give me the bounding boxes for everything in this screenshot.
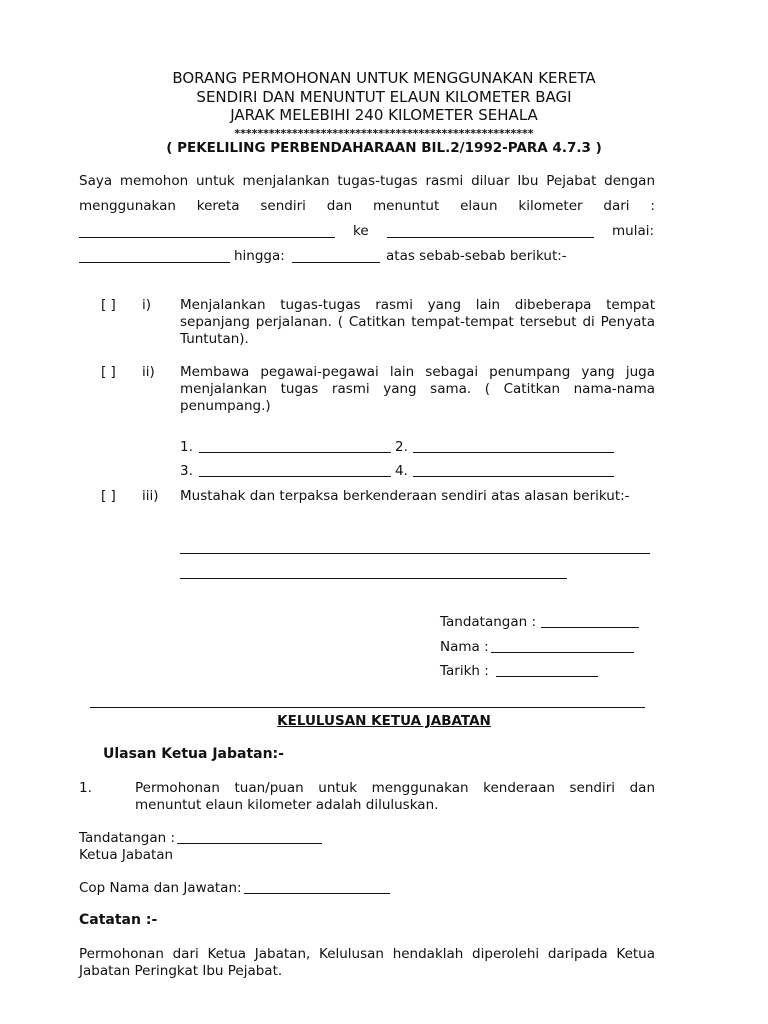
mulai-label: mulai: (612, 223, 655, 239)
passenger-4-label: 4. (395, 463, 408, 479)
reason-1-number: i) (142, 297, 152, 313)
reason-3-checkbox[interactable]: [ ] (101, 488, 116, 504)
reason-2-number: ii) (142, 364, 155, 380)
applicant-date-field[interactable] (496, 676, 598, 677)
intro-word: sendiri (260, 198, 306, 214)
passenger-3-field[interactable] (199, 476, 391, 477)
intro-word: kilometer (518, 198, 583, 214)
intro-word: dan (326, 198, 353, 214)
destination-field[interactable] (387, 237, 594, 238)
intro-line-1: Saya memohon untuk menjalankan tugas-tugas rasmi diluar Ibu Pejabat dengan (79, 173, 655, 189)
approval-item-number: 1. (79, 780, 92, 796)
passenger-2-label: 2. (395, 439, 408, 455)
review-heading: Ulasan Ketua Jabatan:- (103, 746, 284, 762)
applicant-name-label: Nama : (440, 639, 489, 655)
title-separator-stars: **************************************************** (234, 127, 534, 140)
intro-word: dari (603, 198, 630, 214)
justification-line-1[interactable] (180, 553, 650, 554)
stamp-label: Cop Nama dan Jawatan: (79, 880, 242, 896)
approval-item-text: Permohonan tuan/puan untuk menggunakan kenderaan sendiri dan menuntut elaun kilometer adalah diluluskan. (135, 780, 655, 813)
intro-word: menuntut (372, 198, 440, 214)
end-date-field[interactable] (292, 262, 380, 263)
ke-label: ke (353, 223, 369, 239)
notes-heading: Catatan :- (79, 912, 158, 928)
circular-reference: ( PEKELILING PERBENDAHARAAN BIL.2/1992-PARA 4.7.3 ) (166, 140, 602, 156)
form-title-line-1: BORANG PERMOHONAN UNTUK MENGGUNAKAN KERETA (172, 69, 596, 87)
applicant-name-field[interactable] (491, 652, 634, 653)
passenger-3-label: 3. (180, 463, 193, 479)
applicant-date-label: Tarikh : (440, 663, 489, 679)
intro-word: menggunakan (79, 198, 176, 214)
notes-text: Permohonan dari Ketua Jabatan, Kelulusan hendaklah diperolehi daripada Ketua Jabatan Peringkat Ibu Pejabat. (79, 946, 655, 979)
passenger-1-field[interactable] (199, 452, 391, 453)
approval-heading: KELULUSAN KETUA JABATAN (277, 713, 491, 729)
reason-1-checkbox[interactable]: [ ] (101, 297, 116, 313)
reason-2-checkbox[interactable]: [ ] (101, 364, 116, 380)
start-date-field[interactable] (79, 262, 230, 263)
intro-line-2 (79, 198, 655, 214)
form-title-line-3: JARAK MELEBIHI 240 KILOMETER SEHALA (230, 106, 538, 124)
justification-line-2[interactable] (180, 578, 567, 579)
head-role-label: Ketua Jabatan (79, 847, 174, 863)
head-signature-label: Tandatangan : (79, 830, 176, 846)
applicant-signature-field[interactable] (541, 627, 639, 628)
stamp-field[interactable] (244, 893, 390, 894)
intro-word: elaun (460, 198, 498, 214)
reason-2-text: Membawa pegawai-pegawai lain sebagai penumpang yang juga menjalankan tugas rasmi yang sama. ( Catitkan nama-nama penumpang.) (180, 364, 655, 414)
head-signature-field[interactable] (177, 843, 322, 844)
reason-label: atas sebab-sebab berikut:- (386, 248, 567, 264)
intro-word: kereta (196, 198, 240, 214)
hingga-label: hingga: (234, 248, 285, 264)
reason-3-number: iii) (142, 488, 159, 504)
intro-word: : (650, 198, 655, 214)
section-divider (90, 707, 645, 708)
origin-field[interactable] (79, 237, 335, 238)
reason-3-text: Mustahak dan terpaksa berkenderaan sendiri atas alasan berikut:- (180, 488, 630, 504)
form-title-line-2: SENDIRI DAN MENUNTUT ELAUN KILOMETER BAGI (196, 88, 572, 106)
passenger-4-field[interactable] (413, 476, 614, 477)
applicant-signature-label: Tandatangan : (440, 614, 537, 630)
passenger-2-field[interactable] (413, 452, 614, 453)
passenger-1-label: 1. (180, 439, 193, 455)
reason-1-text: Menjalankan tugas-tugas rasmi yang lain dibeberapa tempat sepanjang perjalanan. ( Catitkan tempat-tempat tersebut di Penyata Tuntutan). (180, 297, 655, 347)
